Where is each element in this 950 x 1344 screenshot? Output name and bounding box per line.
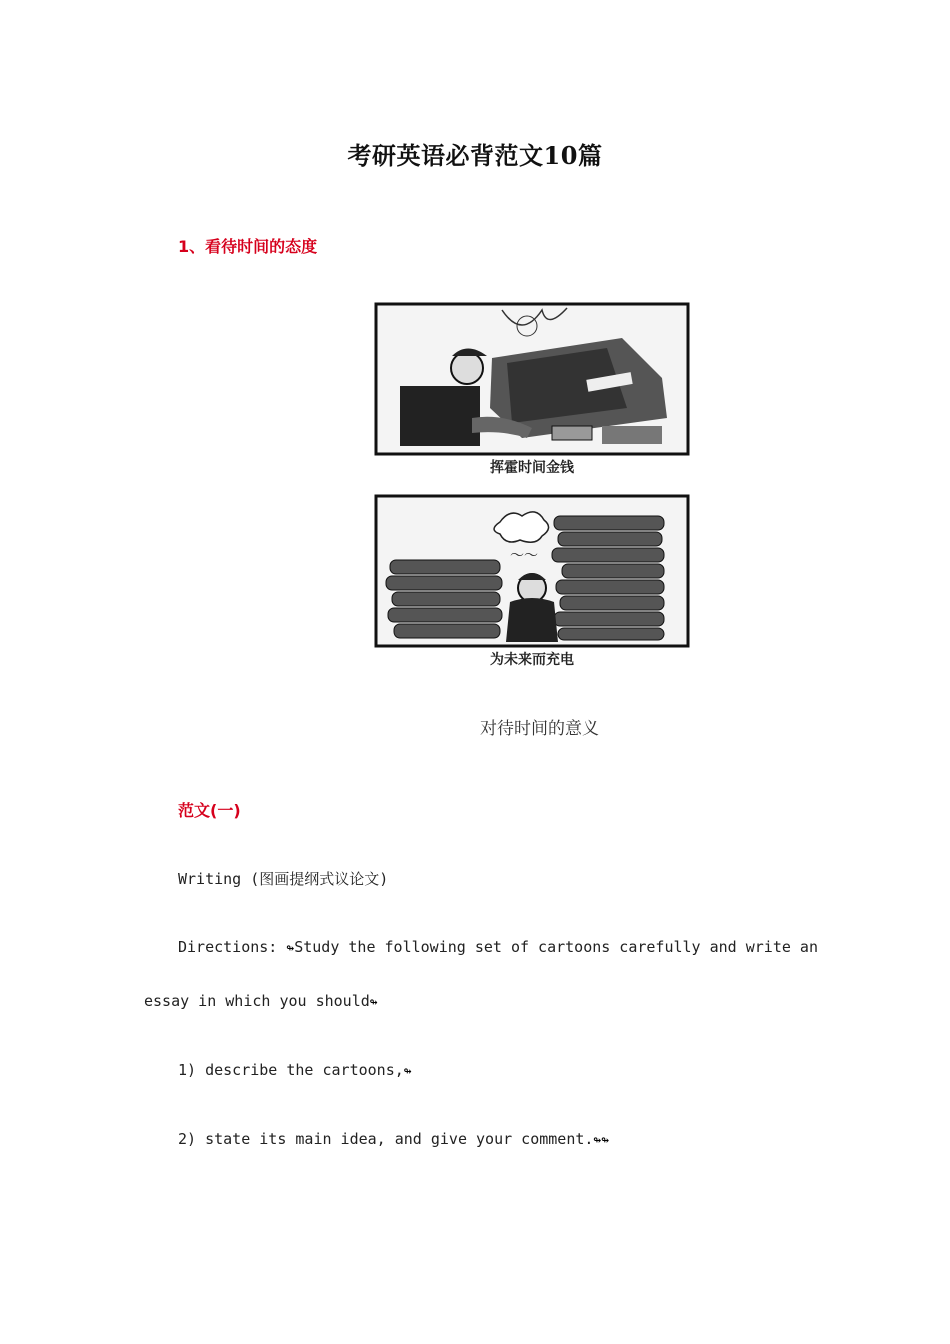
figure-caption: 对待时间的意义	[480, 719, 599, 739]
arrow-mark-icon: ↬	[593, 1133, 602, 1148]
bottom-panel-caption: 为未来而充电	[490, 652, 574, 668]
arrow-mark-icon: ↬	[601, 1133, 610, 1148]
section-heading: 1、看待时间的态度	[178, 237, 318, 256]
writing-close: )	[379, 870, 389, 888]
sample-heading: 范文(一)	[178, 801, 241, 820]
writing-line	[178, 868, 388, 889]
item-1-text: 1) describe the cartoons,	[178, 1061, 404, 1079]
arrow-mark-icon: ↬	[369, 995, 378, 1010]
list-item	[178, 1061, 412, 1079]
directions-text: Study the following set of cartoons carefully and write an	[294, 938, 818, 956]
writing-label: Writing (	[178, 870, 260, 888]
item-2-text: 2) state its main idea, and give your comment.	[178, 1130, 594, 1148]
writing-type: 图画提纲式议论文	[259, 870, 380, 888]
directions-line-2	[144, 992, 378, 1010]
top-panel	[376, 304, 688, 454]
directions-line-1	[178, 938, 818, 956]
page-title: 考研英语必背范文10篇	[347, 141, 603, 170]
arrow-mark-icon: ↬	[403, 1064, 412, 1079]
arrow-mark-icon: ↬	[286, 941, 295, 956]
cartoon-figure	[372, 298, 698, 670]
top-panel-caption: 挥霍时间金钱	[490, 460, 574, 476]
directions-continuation: essay in which you should	[144, 992, 370, 1010]
svg-text:〜〜: 〜〜	[510, 548, 538, 564]
directions-label: Directions:	[178, 938, 287, 956]
bottom-panel	[376, 496, 688, 646]
list-item	[178, 1130, 609, 1148]
